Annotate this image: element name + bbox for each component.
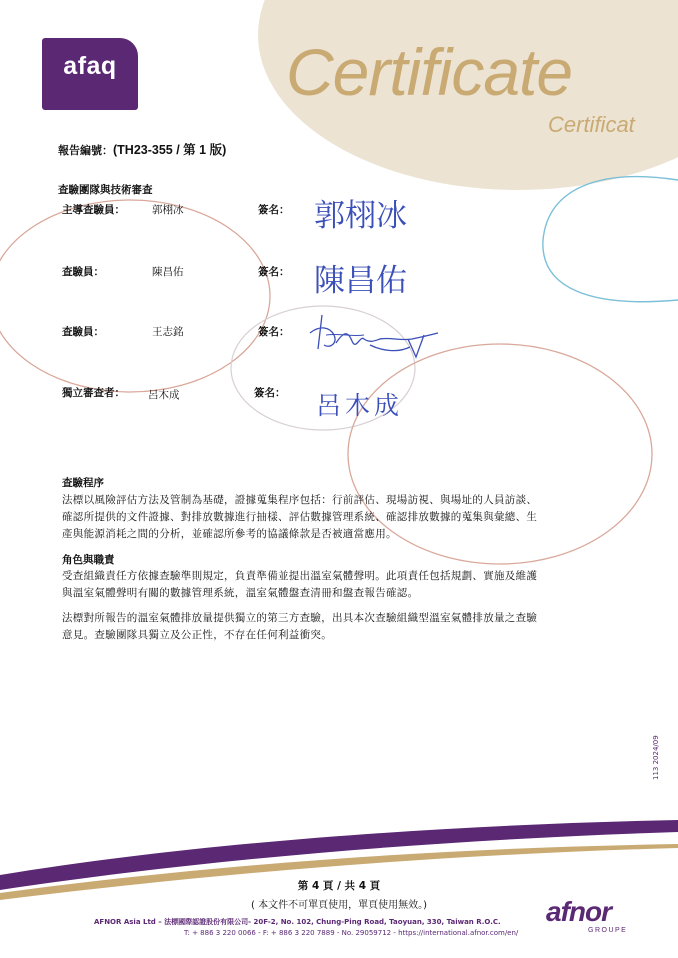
roles-line: 與溫室氣體聲明有關的數據管理系統，溫室氣體盤查清冊和盤查報告確認。 [62, 587, 419, 599]
role-label-reviewer: 獨立審查者： [62, 387, 125, 399]
roles-line: 受查組織責任方依據查驗準則規定，負責準備並提出溫室氣體聲明。此項責任包括規劃、實施及維護 [62, 570, 538, 582]
stamp-outline-blue [543, 177, 678, 302]
signature-lead: 郭栩冰 [314, 198, 407, 234]
sign-label: 簽名： [258, 204, 290, 216]
procedure-line: 法標以風險評估方法及管制為基礎，證據蒐集程序包括：行前評估、現場訪視、與場址的人員訪談、 [62, 494, 538, 506]
member-name-inspector-2: 王志銘 [152, 326, 184, 338]
company-contact: T: + 886 3 220 0066 - F: + 886 3 220 7889 - No. 29059712 - https://international.afnor.com/en/ [184, 929, 519, 937]
sign-label: 簽名： [258, 266, 290, 278]
procedure-line: 產與能源消耗之間的分析，並確認所參考的協議條款是否被適當應用。 [62, 528, 397, 540]
signature-reviewer: 呂木成 [316, 391, 404, 420]
procedure-line: 確認所提供的文件證據、對排放數據進行抽樣、評估數據管理系統、確認排放數據的蒐集與彙總、生 [62, 511, 538, 523]
role-label-inspector-2: 查驗員： [62, 326, 104, 338]
procedure-heading: 查驗程序 [62, 477, 104, 489]
signature-inspector-1: 陳昌佑 [314, 263, 407, 299]
afnor-logo: afnor [546, 896, 611, 927]
role-label-inspector-1: 查驗員： [62, 266, 104, 278]
afaq-logo-text: afaq [63, 52, 117, 80]
sign-label: 簽名： [254, 387, 286, 399]
report-number [58, 140, 226, 158]
team-heading: 查驗團隊與技術審查 [58, 184, 153, 196]
page-number: 第 4 頁 / 共 4 頁 [297, 880, 381, 892]
role-label-lead: 主導查驗員： [62, 204, 125, 216]
page-usage-note: ( 本文件不可單頁使用，單頁使用無效。) [251, 900, 427, 911]
procedure-text [62, 492, 642, 543]
roles-paragraph-2 [62, 610, 642, 644]
member-name-inspector-1: 陳昌佑 [152, 266, 184, 278]
report-number-value: (TH23-355 / 第 1 版) [113, 143, 227, 157]
certificate-subtitle: Certificat [548, 112, 635, 137]
member-name-reviewer: 呂木成 [148, 389, 180, 401]
certificate-title: Certificate [286, 35, 573, 109]
company-address: AFNOR Asia Ltd – 法標國際認證股份有限公司- 20F-2, No. 102, Chung-Ping Road, Taoyuan, 330, Taiwan R.O.C. [94, 918, 501, 926]
member-name-lead: 郭栩冰 [152, 204, 184, 216]
afaq-logo [42, 38, 138, 110]
roles-paragraph-1 [62, 568, 642, 602]
afnor-groupe-text: GROUPE [588, 927, 628, 934]
document-code: 113 2024/09 [652, 735, 660, 780]
signature-inspector-2 [300, 305, 445, 365]
roles-line: 意見。查驗團隊具獨立及公正性，不存在任何利益衝突。 [62, 629, 332, 641]
roles-line: 法標對所報告的溫室氣體排放量提供獨立的第三方查驗，出具本次查驗組織型溫室氣體排放量之查驗 [62, 612, 538, 624]
roles-heading: 角色與職責 [62, 554, 115, 566]
stamp-outline-left [0, 200, 270, 392]
sign-label: 簽名： [258, 326, 290, 338]
report-number-label: 報告編號： [58, 144, 113, 157]
